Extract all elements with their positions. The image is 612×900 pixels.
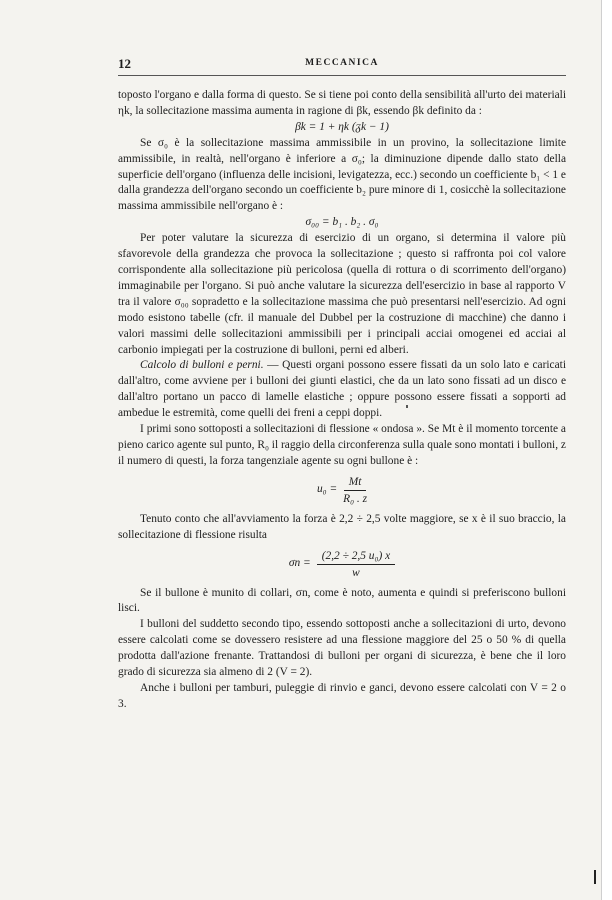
paragraph-continuation: toposto l'organo e dalla forma di questo. Se si tiene poi conto della sensibilità all'urto dei materiali ηk, la sollecitazione massima aumenta in ragione di βk, essendo βk definito da : (118, 89, 566, 117)
fraction-denominator: R₀ . z (343, 492, 368, 505)
page-edge (602, 0, 612, 900)
paragraph-collars: Se il bullone è munito di collari, σn, come è noto, aumenta e quindi si preferiscono bulloni lisci. (118, 586, 566, 615)
header-rule (118, 75, 566, 76)
fraction (317, 549, 395, 580)
paragraph-safety: Per poter valutare la sicurezza di esercizio di un organo, si determina il valore più sfavorevole della grandezza che provoca la sollecitazione ; questo si raffronta poi col valore corrispondente alla sollecitazione più pericolosa (quella di rottura o di scorrimento dell'organo) immaginabile per l'organo. Si può anche valutare la sicurezza dell'esercizio in base al rapporto V tra il valore σ₀₀ sopradetto e la sollecitazione massima che può presentarsi nell'esercizio. Ad ogni modo esistono tabelle (cfr. il manuale del Dubbel per la costruzione di macchine) che danno i valori massimi delle sollecitazioni ammissibili per i principali acciai omogenei ed acciai al carbonio impiegati per la costruzione di bulloni, perni ed alberi. (118, 232, 566, 356)
section-title: Calcolo di bulloni e perni. (140, 359, 264, 372)
paragraph-sigma: Se σ₀ è la sollecitazione massima ammissibile in un provino, la sollecitazione limite ammissibile, in realtà, nell'organo è inferiore a σ₀; la diminuzione dipende dallo stato della superficie dell'organo (influenza delle incisioni, levigatezza, ecc.) secondo un coefficiente b₁ < 1 e dalla grandezza dell'organo secondo un coefficiente b₂ pure minore di 1, cosicchè la sollecitazione massima ammissibile nell'organo è : (118, 136, 566, 213)
page-number: 12 (118, 56, 131, 71)
paragraph-startup: Tenuto conto che all'avviamento la forza è 2,2 ÷ 2,5 volte maggiore, se x è il suo braccio, la sollecitazione di flessione risulta (118, 512, 566, 541)
paragraph-second-type: I bulloni del suddetto secondo tipo, essendo sottoposti anche a sollecitazioni di urto, devono essere calcolati come se dovessero resistere ad una flessione maggiore del 25 o 50 % di quella prodotta dall'azione frenante. Trattandosi di bulloni per organi di sicurezza, è bene che il loro grado di sicurezza sia almeno di 2 (V = 2). (118, 618, 566, 679)
fraction (343, 475, 367, 506)
body-text (118, 88, 566, 713)
formula-beta: βk = 1 + ηk (ᵹk − 1) (295, 120, 389, 133)
fraction-numerator: Mt (344, 475, 367, 491)
formula-u0 (118, 475, 566, 506)
formula-sigma00: σ₀₀ = b₁ . b₂ . σ₀ (305, 216, 379, 229)
corner-mark (594, 870, 596, 884)
print-speck (406, 405, 408, 408)
formula-u0-lhs: u₀ = (316, 483, 338, 496)
running-title: MECCANICA (305, 58, 379, 68)
paragraph-drums: Anche i bulloni per tamburi, puleggie di rinvio e ganci, devono essere calcolati con V = 2 o 3. (118, 682, 566, 710)
paragraph-first-type: I primi sono sottoposti a sollecitazioni di flessione « ondosa ». Se Mt è il momento torcente a pieno carico agente sul punto, R₀ il raggio della circonferenza sulla quale sono montati i bulloni, z il numero di questi, la forza tangenziale agente su ogni bullone è : (118, 423, 566, 467)
fraction-numerator: (2,2 ÷ 2,5 u₀) x (317, 549, 395, 565)
page-header (118, 56, 566, 74)
formula-sigma-n (118, 549, 566, 580)
formula-sigma-n-lhs: σn = (288, 557, 311, 570)
paragraph-bolts-intro (118, 358, 566, 422)
paragraph-bolts-text: — Questi organi possono essere fissati da un solo lato e caricati dall'altro, come avviene per i bulloni dei giunti elastici, che da un lato sono fissati ad un disco e dall'altro portano un pacco di lamelle elastiche ; oppure possono essere fissati a sopporti ad ambedue le estremità, come quelli dei freni a ceppi doppi. (118, 359, 566, 420)
fraction-denominator: w (352, 566, 360, 579)
